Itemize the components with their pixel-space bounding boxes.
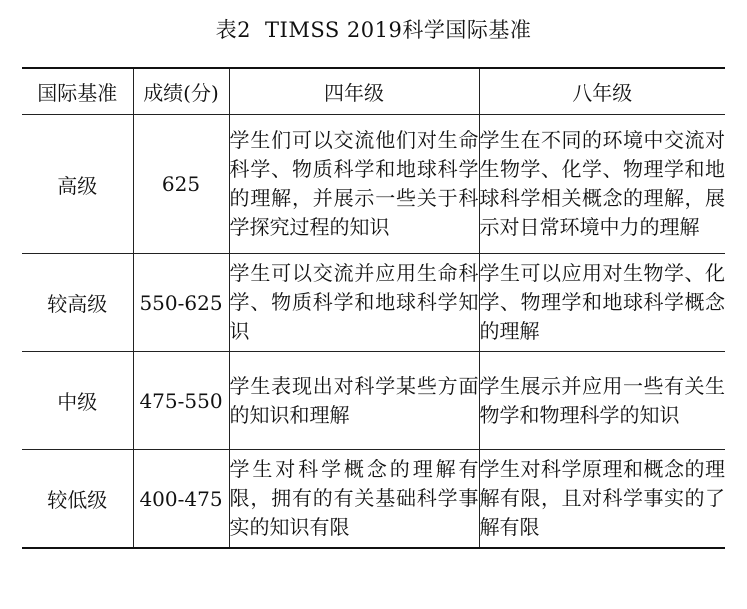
grade4-cell: 学生对科学概念的理解有限，拥有的有关基础科学事实的知识有限 <box>229 450 479 549</box>
level-cell: 较高级 <box>22 254 133 352</box>
score-cell: 475-550 <box>133 352 229 450</box>
grade8-cell: 学生在不同的环境中交流对生物学、化学、物理学和地球科学相关概念的理解，展示对日常环境中力的理解 <box>479 115 725 254</box>
level-cell: 较低级 <box>22 450 133 549</box>
level-cell: 中级 <box>22 352 133 450</box>
score-cell: 625 <box>133 115 229 254</box>
grade8-cell: 学生可以应用对生物学、化学、物理学和地球科学概念的理解 <box>479 254 725 352</box>
grade8-cell: 学生展示并应用一些有关生物学和物理科学的知识 <box>479 352 725 450</box>
score-cell: 400-475 <box>133 450 229 549</box>
grade4-cell: 学生可以交流并应用生命科学、物质科学和地球科学知识 <box>229 254 479 352</box>
table-header-row <box>22 68 725 115</box>
table-row <box>22 254 725 352</box>
level-cell: 高级 <box>22 115 133 254</box>
score-cell: 550-625 <box>133 254 229 352</box>
header-grade4: 四年级 <box>229 68 479 115</box>
grade4-cell: 学生表现出对科学某些方面的知识和理解 <box>229 352 479 450</box>
table-row <box>22 450 725 549</box>
table-row <box>22 115 725 254</box>
header-grade8: 八年级 <box>479 68 725 115</box>
header-score: 成绩(分) <box>133 68 229 115</box>
grade4-cell: 学生们可以交流他们对生命科学、物质科学和地球科学的理解，并展示一些关于科学探究过程的知识 <box>229 115 479 254</box>
table-number: 表2 <box>215 18 252 42</box>
table-caption <box>0 14 747 44</box>
table-title: TIMSS 2019科学国际基准 <box>265 18 532 42</box>
header-benchmark: 国际基准 <box>22 68 133 115</box>
table-row <box>22 352 725 450</box>
grade8-cell: 学生对科学原理和概念的理解有限，且对科学事实的了解有限 <box>479 450 725 549</box>
benchmark-table <box>22 67 725 549</box>
